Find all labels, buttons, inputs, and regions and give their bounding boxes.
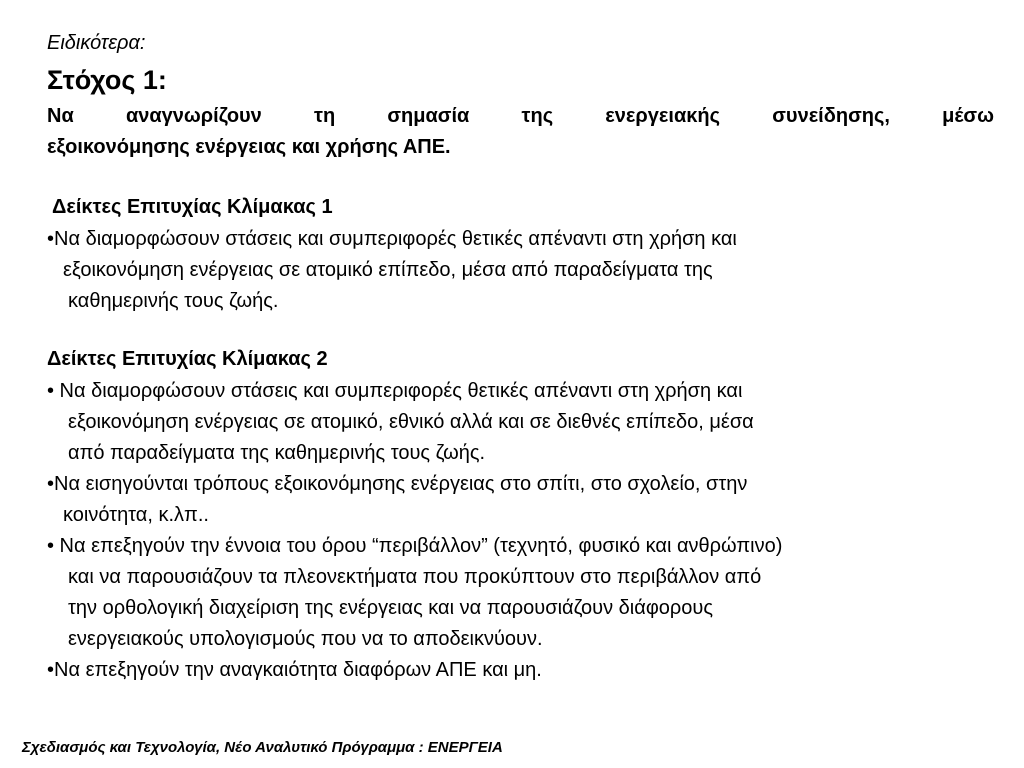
goal-description-line-1: Να αναγνωρίζουν τη σημασία της ενεργειακής συνείδησης, μέσω [47, 105, 994, 127]
level-2-line: •Να εισηγούνται τρόπους εξοικονόμησης ενέργειας στο σπίτι, στο σχολείο, στην [47, 473, 748, 495]
level-2-line: • Να διαμορφώσουν στάσεις και συμπεριφορές θετικές απέναντι στη χρήση και [47, 380, 743, 402]
level-2-line: εξοικονόμηση ενέργειας σε ατομικό, εθνικό αλλά και σε διεθνές επίπεδο, μέσα [68, 411, 754, 433]
level-1-line: καθημερινής τους ζωής. [68, 290, 279, 312]
footer-caption: Σχεδιασμός και Τεχνολογία, Νέο Αναλυτικό Πρόγραμμα : ΕΝΕΡΓΕΙΑ [22, 739, 503, 756]
level-2-line: ενεργειακούς υπολογισμούς που να το αποδεικνύουν. [68, 628, 543, 650]
intro-label: Ειδικότερα: [47, 32, 146, 54]
level-2-line: από παραδείγματα της καθημερινής τους ζωής. [68, 442, 486, 464]
goal-description [47, 101, 994, 163]
level-2-line: την ορθολογική διαχείριση της ενέργειας και να παρουσιάζουν διάφορους [68, 597, 713, 619]
level-2-line: •Να επεξηγούν την αναγκαιότητα διαφόρων ΑΠΕ και μη. [47, 659, 542, 681]
level-1-heading: Δείκτες Επιτυχίας Κλίμακας 1 [52, 196, 333, 218]
goal-description-line-2: εξοικονόμησης ενέργειας και χρήσης ΑΠΕ. [47, 136, 451, 158]
level-1-line: εξοικονόμηση ενέργειας σε ατομικό επίπεδο, μέσα από παραδείγματα της [63, 259, 713, 281]
goal-title: Στόχος 1: [47, 65, 167, 95]
level-2-line: και να παρουσιάζουν τα πλεονεκτήματα που προκύπτουν στο περιβάλλον από [68, 566, 762, 588]
level-2-line: • Να επεξηγούν την έννοια του όρου “περιβάλλον” (τεχνητό, φυσικό και ανθρώπινο) [47, 535, 783, 557]
level-2-heading: Δείκτες Επιτυχίας Κλίμακας 2 [47, 348, 328, 370]
level-1-line: •Να διαμορφώσουν στάσεις και συμπεριφορές θετικές απέναντι στη χρήση και [47, 228, 737, 250]
level-2-line: κοινότητα, κ.λπ.. [63, 504, 209, 526]
